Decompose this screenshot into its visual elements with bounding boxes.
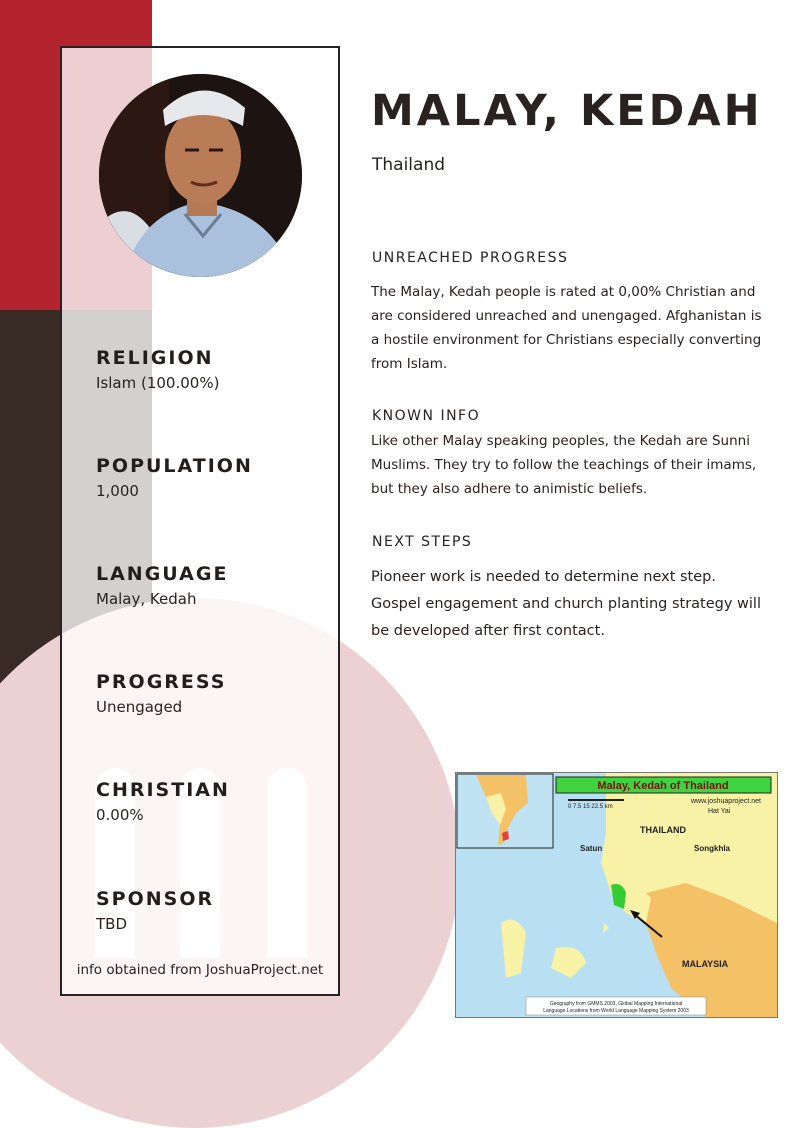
religion-label: RELIGION xyxy=(96,347,214,369)
fact-religion xyxy=(96,347,219,392)
map-credit-line1: Geography from GMMS 2003, Global Mapping International xyxy=(549,1001,683,1007)
sponsor-value: TBD xyxy=(96,915,128,933)
map-label-malaysia: MALAYSIA xyxy=(682,959,729,969)
page-title: MALAY, KEDAH xyxy=(371,86,763,136)
next-steps-heading: NEXT STEPS xyxy=(372,534,473,550)
unreached-body: The Malay, Kedah people is rated at 0,00% Christian and are considered unreached and unengaged. Afghanistan is a hostile environment for Christians especially converting from Islam. xyxy=(371,284,762,372)
known-info-body: Like other Malay speaking peoples, the Kedah are Sunni Muslims. They try to follow the teachings of their imams, but they also adhere to animistic beliefs. xyxy=(371,433,757,497)
country-subtitle: Thailand xyxy=(372,155,446,175)
map-scale: 0 7.5 15 22.5 km xyxy=(568,804,613,810)
map-site: www.joshuaproject.net xyxy=(690,798,761,805)
map-label-satun: Satun xyxy=(580,844,603,853)
fact-population xyxy=(96,455,253,500)
location-map xyxy=(455,772,778,1018)
fact-sponsor xyxy=(96,888,214,933)
known-info-heading: KNOWN INFO xyxy=(372,408,481,424)
population-value: 1,000 xyxy=(96,482,139,500)
language-value: Malay, Kedah xyxy=(96,590,197,608)
map-label-thailand: THAILAND xyxy=(640,825,686,835)
unreached-heading: UNREACHED PROGRESS xyxy=(372,250,569,266)
map-label-hatyai: Hat Yai xyxy=(708,808,731,815)
fact-progress xyxy=(96,671,226,716)
language-label: LANGUAGE xyxy=(96,563,229,585)
fact-language xyxy=(96,563,228,608)
sponsor-label: SPONSOR xyxy=(96,888,215,910)
map-label-songkhla: Songkhla xyxy=(694,844,731,853)
christian-value: 0.00% xyxy=(96,806,144,824)
person-photo-illustration xyxy=(99,74,302,277)
next-steps-body: Pioneer work is needed to determine next step. Gospel engagement and church planting strategy will be developed after first contact. xyxy=(371,569,761,639)
profile-photo xyxy=(99,74,302,277)
population-label: POPULATION xyxy=(96,455,253,477)
map-title: Malay, Kedah of Thailand xyxy=(597,780,729,792)
fact-christian xyxy=(96,779,230,824)
progress-value: Unengaged xyxy=(96,698,183,716)
progress-label: PROGRESS xyxy=(96,671,227,693)
map-graphic xyxy=(456,773,777,1017)
map-credit-line2: Language Locations from World Language Mapping System 2003 xyxy=(543,1008,689,1014)
christian-label: CHRISTIAN xyxy=(96,779,230,801)
religion-value: Islam (100.00%) xyxy=(96,374,220,392)
source-note: info obtained from JoshuaProject.net xyxy=(76,962,324,978)
